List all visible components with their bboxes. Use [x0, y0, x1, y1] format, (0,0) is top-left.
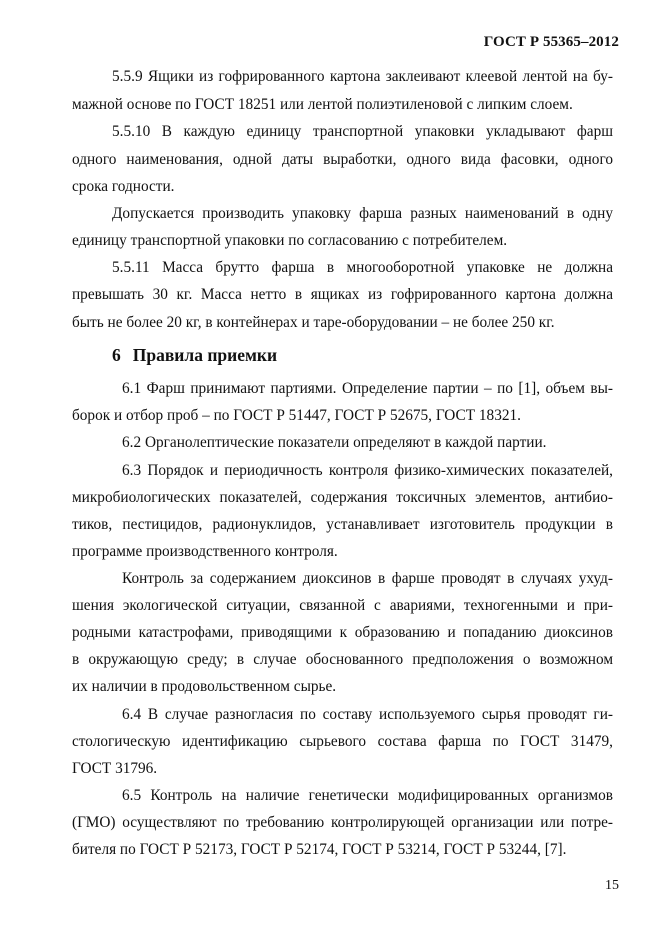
paragraph-5-5-10-line-2: одного наименования, одной даты выработки, одного вида фасовки, одного [72, 151, 613, 168]
paragraph-5-5-10-line-3: срока годности. [72, 178, 175, 195]
paragraph-6-3-line-1: 6.3 Порядок и периодичность контроля физико-химических показателей, [122, 462, 613, 479]
paragraph-6-3b-line-1: Контроль за содержанием диоксинов в фарше проводят в случаях ухуд- [122, 570, 613, 587]
paragraph-6-4-line-3: ГОСТ 31796. [72, 760, 158, 777]
paragraph-6-5-line-1: 6.5 Контроль на наличие генетически модифицированных организмов [122, 787, 613, 804]
paragraph-6-3b-line-2: шения экологической ситуации, связанной с авариями, техногенными и при- [72, 597, 613, 614]
paragraph-6-5-line-3: бителя по ГОСТ Р 52173, ГОСТ Р 52174, ГОСТ Р 53214, ГОСТ Р 53244, [7]. [72, 841, 567, 858]
page-number: 15 [605, 878, 619, 893]
paragraph-6-3-line-2: микробиологических показателей, содержания токсичных элементов, антибио- [72, 489, 613, 506]
paragraph-6-1-line-2: борок и отбор проб – по ГОСТ Р 51447, ГОСТ Р 52675, ГОСТ 18321. [72, 407, 521, 424]
paragraph-5-5-11-line-3: быть не более 20 кг, в контейнерах и таре-оборудовании – не более 250 кг. [72, 314, 555, 331]
paragraph-5-5-10b-line-1: Допускается производить упаковку фарша разных наименований в одну [112, 205, 613, 222]
paragraph-5-5-10-line-1: 5.5.10 В каждую единицу транспортной упаковки укладывают фарш [112, 123, 613, 140]
paragraph-6-4-line-1: 6.4 В случае разногласия по составу используемого сырья проводят ги- [122, 706, 613, 723]
paragraph-5-5-9-line-2: мажной основе по ГОСТ 18251 или лентой полиэтиленовой с липким слоем. [72, 96, 573, 113]
paragraph-6-3b-line-5: их наличии в продовольственном сырье. [72, 678, 337, 695]
section-6-number: 6 [112, 345, 121, 365]
paragraph-6-4-line-2: стологическую идентификацию сырьевого состава фарша по ГОСТ 31479, [72, 733, 613, 750]
paragraph-6-3-line-4: программе производственного контроля. [72, 543, 338, 560]
section-6-title: Правила приемки [132, 345, 278, 365]
document-code-header: ГОСТ Р 55365–2012 [483, 34, 619, 50]
section-6-heading [112, 345, 277, 365]
paragraph-6-1-line-1: 6.1 Фарш принимают партиями. Определение партии – по [1], объем вы- [122, 380, 613, 397]
paragraph-6-3b-line-3: родными катастрофами, приводящими к образованию и попаданию диоксинов [72, 624, 613, 641]
paragraph-5-5-11-line-1: 5.5.11 Масса брутто фарша в многооборотной упаковке не должна [112, 259, 613, 276]
paragraph-5-5-9-line-1: 5.5.9 Ящики из гофрированного картона заклеивают клеевой лентой на бу- [112, 68, 613, 85]
paragraph-6-3b-line-4: в окружающую среду; в случае обоснованного предположения о возможном [72, 651, 613, 668]
paragraph-6-3-line-3: тиков, пестицидов, радионуклидов, устанавливает изготовитель продукции в [72, 516, 613, 533]
paragraph-5-5-10b-line-2: единицу транспортной упаковки по согласованию с потребителем. [72, 232, 508, 249]
paragraph-6-5-line-2: (ГМО) осуществляют по требованию контролирующей организации или потре- [72, 814, 613, 831]
paragraph-5-5-11-line-2: превышать 30 кг. Масса нетто в ящиках из гофрированного картона должна [72, 286, 613, 303]
paragraph-6-2-line-1: 6.2 Органолептические показатели определяют в каждой партии. [122, 434, 547, 451]
